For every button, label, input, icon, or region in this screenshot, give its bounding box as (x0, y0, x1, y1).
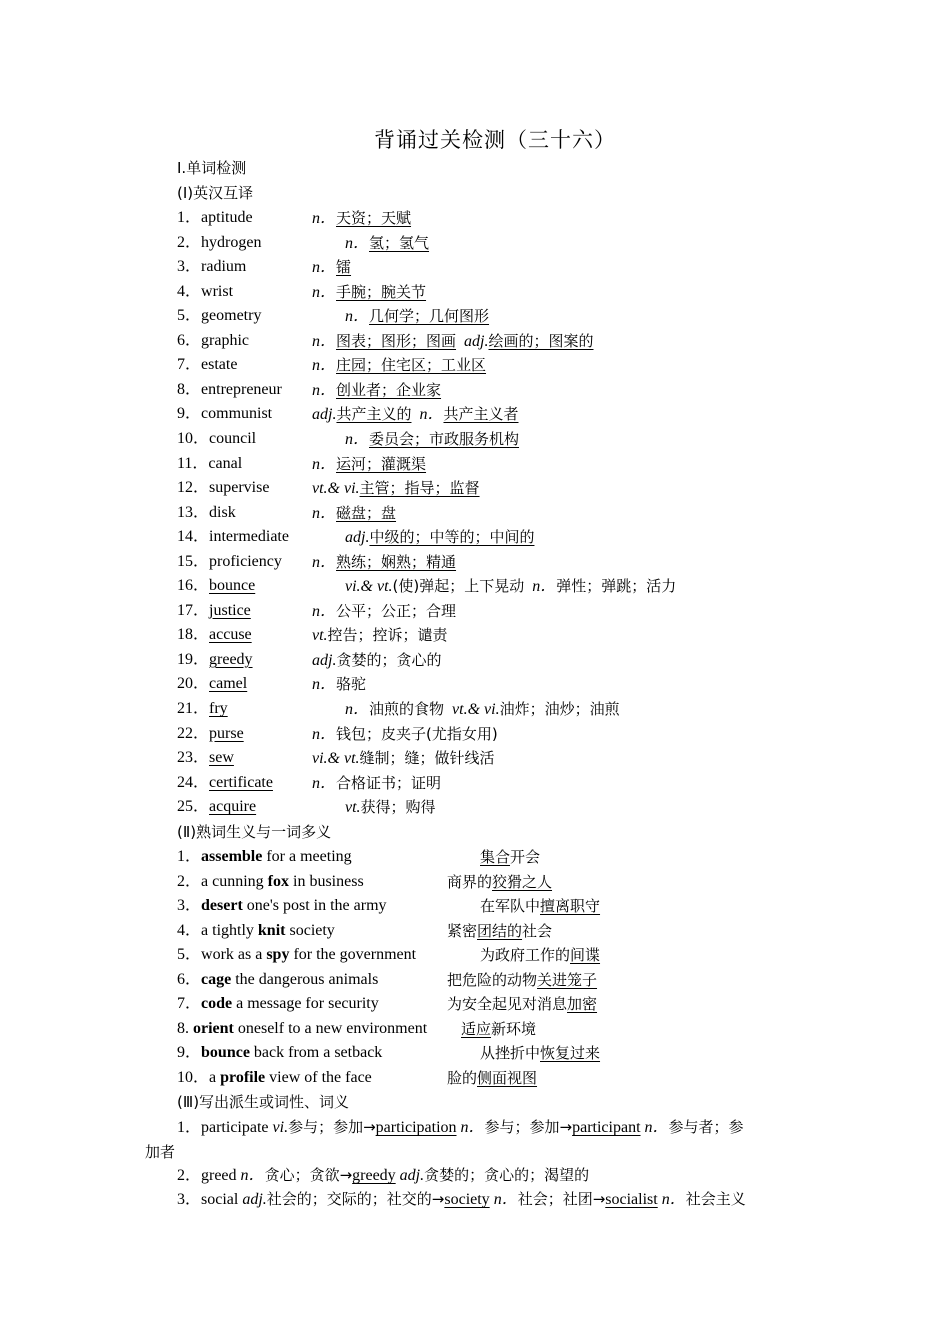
definition: n．庄园；住宅区；工业区 (312, 356, 487, 375)
definition: n．手腕；腕关节 (312, 282, 427, 301)
vocab-item (177, 795, 817, 819)
english-word: justice (209, 601, 251, 619)
item-number: 7． (177, 356, 202, 374)
item-number: 5． (177, 307, 202, 325)
vocab-item (177, 280, 817, 304)
english-word: purse (209, 724, 244, 742)
vocab-item (177, 304, 817, 328)
subsection-heading: (Ⅲ)写出派生或词性、词义 (177, 1093, 350, 1111)
vocab-item (177, 771, 817, 795)
english-phrase: code a message for security (201, 995, 379, 1013)
definition: vt.控告；控诉；谴责 (312, 626, 448, 645)
english-phrase: orient oneself to a new environment (193, 1019, 428, 1037)
item-number: 24． (177, 773, 210, 791)
item-number: 23． (177, 749, 210, 767)
english-phrase: bounce back from a setback (201, 1044, 383, 1062)
english-word: greedy (209, 650, 253, 668)
english-word: supervise (209, 479, 270, 497)
subsection-heading: (Ⅰ)英汉互译 (177, 184, 254, 202)
phrase-item (177, 992, 817, 1016)
english-word: acquire (209, 798, 257, 816)
definition: n．钱包；皮夹子(尤指女用) (312, 724, 498, 743)
derivation-item: 3．social adj.社会的；交际的；社交的→society n．社会；社团→socialist n．社会主义 (177, 1190, 746, 1208)
english-word: wrist (201, 282, 234, 300)
phrase-item (177, 968, 817, 992)
definition: n．公平；公正；合理 (312, 601, 457, 620)
english-word: estate (201, 356, 238, 374)
definition: vt.& vi.主管；指导；监督 (312, 479, 480, 498)
chinese-meaning: 脸的侧面视图 (447, 1068, 538, 1087)
definition: n．油煎的食物 vt.& vi.油炸；油炒；油煎 (345, 700, 620, 718)
english-word: bounce (209, 577, 256, 595)
vocab-item (177, 476, 817, 500)
vocab-item (177, 353, 817, 377)
vocab-item (177, 525, 817, 549)
chinese-meaning: 为政府工作的间谍 (480, 946, 601, 965)
vocab-item (177, 722, 817, 746)
chinese-meaning: 紧密团结的社会 (447, 921, 553, 940)
definition: vt.获得；购得 (345, 798, 436, 817)
item-number: 8． (177, 380, 202, 398)
english-word: council (209, 429, 257, 447)
english-word: canal (208, 454, 243, 472)
vocab-item (177, 672, 817, 696)
english-word: graphic (201, 331, 249, 349)
vocab-item (177, 648, 817, 672)
english-word: hydrogen (201, 233, 262, 251)
vocab-item (177, 599, 817, 623)
definition: n．天资；天赋 (312, 209, 412, 227)
item-number: 12． (177, 479, 210, 497)
item-number: 7． (177, 995, 202, 1013)
vocab-item (177, 427, 817, 451)
english-word: camel (209, 675, 248, 693)
item-number: 19． (177, 650, 210, 668)
english-word: geometry (201, 307, 262, 325)
english-word: aptitude (201, 209, 253, 226)
item-number: 17． (177, 601, 210, 619)
phrase-item (177, 1066, 817, 1090)
definition: n．骆驼 (312, 675, 367, 694)
definition: adj.共产主义的 n．共产主义者 (312, 405, 519, 424)
phrase-item (177, 845, 817, 869)
item-number: 4． (177, 282, 202, 300)
vocab-item (177, 550, 817, 574)
english-word: sew (209, 749, 234, 767)
vocab-item (177, 402, 817, 426)
definition: n．氢；氢气 (345, 233, 430, 252)
item-number: 14． (177, 528, 210, 546)
phrase-item (177, 1017, 817, 1041)
page-title: 背诵过关检测（三十六） (374, 128, 616, 152)
english-word: intermediate (209, 528, 289, 546)
chinese-meaning: 商界的狡猾之人 (447, 872, 553, 891)
item-number: 3． (177, 897, 202, 915)
english-word: fry (209, 700, 228, 717)
english-word: accuse (209, 626, 252, 644)
vocab-item (177, 746, 817, 770)
vocab-item (177, 574, 817, 598)
item-number: 6． (177, 970, 202, 988)
phrase-item (177, 943, 817, 967)
definition: n．镭 (312, 258, 352, 277)
item-number: 10． (177, 1068, 210, 1086)
english-word: entrepreneur (201, 380, 282, 398)
item-number: 3． (177, 258, 202, 276)
definition: vi.& vt.(使)弹起；上下晃动 n．弹性；弹跳；活力 (345, 577, 677, 596)
definition: vi.& vt.缝制；缝；做针线活 (312, 749, 495, 768)
english-phrase: cage the dangerous animals (201, 970, 379, 988)
chinese-meaning: 把危险的动物关进笼子 (447, 970, 598, 989)
chinese-meaning: 适应新环境 (461, 1019, 537, 1038)
chinese-meaning: 集合开会 (480, 848, 541, 866)
item-number: 8. (177, 1019, 193, 1037)
item-number: 1． (177, 848, 202, 865)
item-number: 16． (177, 577, 210, 595)
phrase-item (177, 1041, 817, 1065)
english-phrase: desert one's post in the army (201, 897, 387, 915)
item-number: 2． (177, 872, 202, 890)
english-phrase: a tightly knit society (201, 921, 335, 939)
item-number: 10． (177, 429, 210, 447)
english-phrase: assemble for a meeting (201, 848, 352, 865)
chinese-meaning: 为安全起见对消息加密 (447, 995, 598, 1014)
definition: n．磁盘；盘 (312, 503, 397, 522)
definition: n．运河；灌溉渠 (312, 454, 427, 473)
item-number: 13． (177, 503, 210, 521)
english-phrase: a cunning fox in business (201, 872, 364, 890)
definition: adj.贪婪的；贪心的 (312, 650, 442, 669)
definition: n．几何学；几何图形 (345, 307, 490, 326)
definition: n．图表；图形；图画 adj.绘画的；图案的 (312, 331, 594, 350)
vocab-item (177, 452, 817, 476)
item-number: 6． (177, 331, 202, 349)
english-word: proficiency (209, 552, 282, 570)
item-number: 4． (177, 921, 202, 939)
definition: adj.中级的；中等的；中间的 (345, 528, 535, 547)
item-number: 11． (177, 454, 209, 472)
definition: n．合格证书；证明 (312, 773, 442, 792)
vocab-item (177, 329, 817, 353)
english-word: radium (201, 258, 247, 276)
derivation-item: 1．participate vi.参与；参加→participation n．参与；参加→participant n．参与者；参 加者 (145, 1118, 744, 1161)
item-number: 5． (177, 946, 202, 964)
item-number: 1． (177, 209, 202, 226)
vocab-item (177, 231, 817, 255)
definition: n．委员会；市政服务机构 (345, 429, 520, 448)
item-number: 15． (177, 552, 210, 570)
item-number: 22． (177, 724, 210, 742)
english-phrase: work as a spy for the government (201, 946, 417, 964)
item-number: 9． (177, 1044, 202, 1062)
vocab-item (177, 378, 817, 402)
phrase-item (177, 894, 817, 918)
vocab-item (177, 623, 817, 647)
subsection-heading: (Ⅱ)熟词生义与一词多义 (177, 823, 332, 841)
vocab-item (177, 206, 817, 230)
item-number: 18． (177, 626, 210, 644)
item-number: 9． (177, 405, 202, 423)
item-number: 2． (177, 233, 202, 251)
section-heading: Ⅰ.单词检测 (177, 159, 247, 177)
vocab-item (177, 255, 817, 279)
english-word: communist (201, 405, 273, 423)
english-phrase: a profile view of the face (209, 1068, 372, 1086)
vocab-item (177, 697, 817, 721)
chinese-meaning: 在军队中擅离职守 (480, 897, 601, 916)
phrase-item (177, 919, 817, 943)
item-number: 20． (177, 675, 210, 693)
chinese-meaning: 从挫折中恢复过来 (480, 1044, 601, 1063)
english-word: disk (209, 503, 236, 521)
phrase-item (177, 870, 817, 894)
item-number: 25． (177, 798, 210, 816)
derivation-item: 2．greed n．贪心；贪欲→greedy adj.贪婪的；贪心的；渴望的 (177, 1166, 590, 1184)
definition: n．创业者；企业家 (312, 380, 442, 399)
item-number: 21． (177, 700, 210, 717)
english-word: certificate (209, 773, 273, 791)
vocab-item (177, 501, 817, 525)
definition: n．熟练；娴熟；精通 (312, 552, 457, 571)
